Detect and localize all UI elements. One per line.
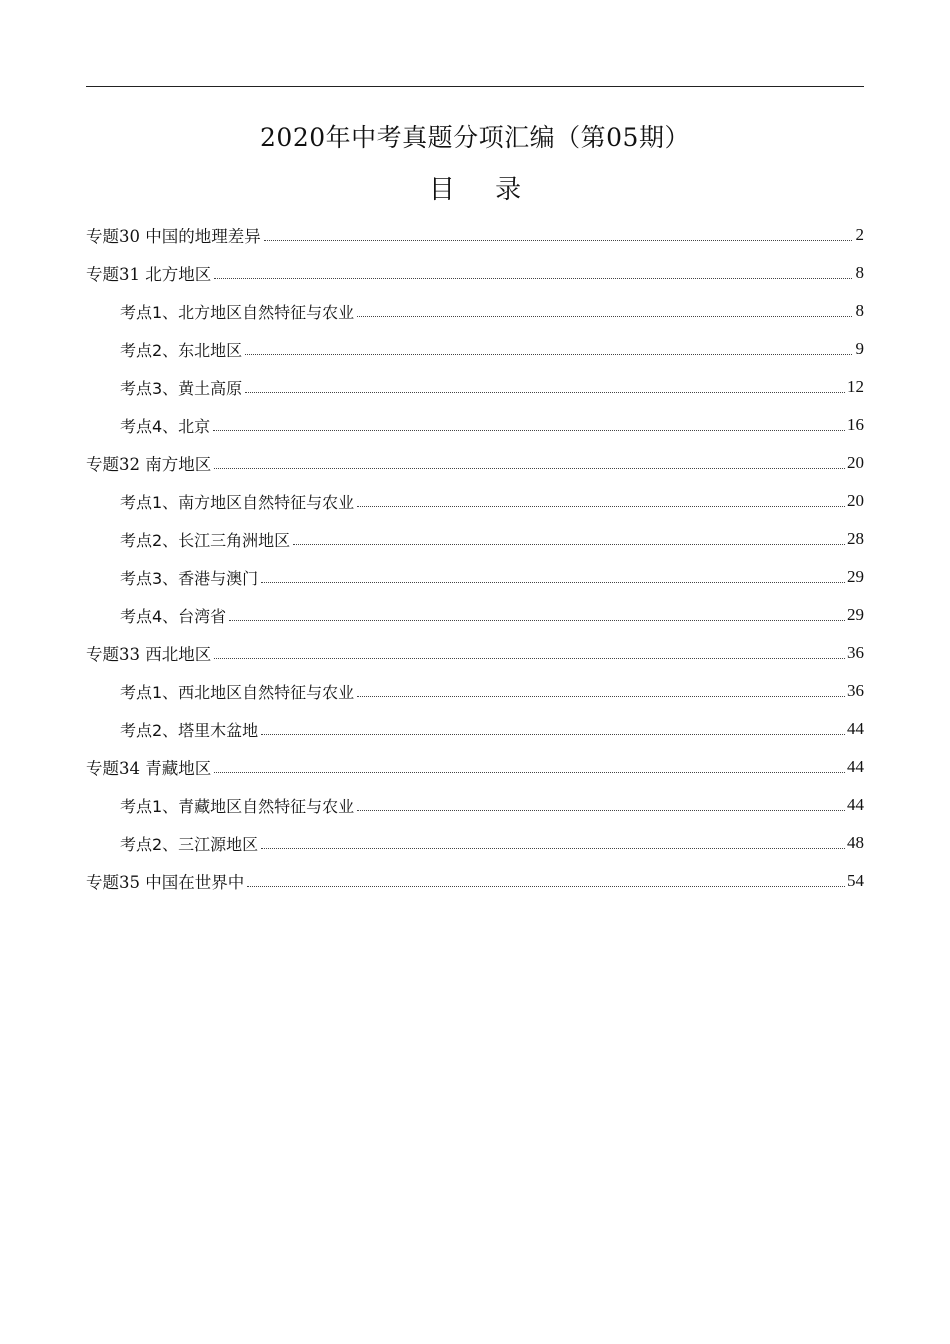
toc-subentry[interactable] (86, 368, 864, 406)
toc-entry-title: 考点2、东北地区 (120, 340, 243, 360)
toc-page-number: 20 (847, 491, 864, 510)
toc-subentry[interactable] (86, 786, 864, 824)
toc-entry-title: 专题31 北方地区 (86, 265, 212, 284)
toc-page-number: 29 (847, 567, 864, 586)
toc-entry-title: 考点1、西北地区自然特征与农业 (120, 682, 355, 702)
toc-page-number: 29 (847, 605, 864, 624)
toc-subentry[interactable] (86, 406, 864, 444)
toc-page-number: 9 (855, 339, 864, 358)
toc-entry-title: 考点4、北京 (120, 416, 211, 436)
toc-entry[interactable] (86, 444, 864, 482)
dot-leader (261, 848, 845, 849)
toc-page-number: 2 (855, 225, 864, 244)
toc-page-number: 20 (847, 453, 864, 472)
document-title: 2020年中考真题分项汇编（第05期） (260, 123, 690, 152)
toc-page-number: 54 (847, 871, 864, 890)
dot-leader (214, 468, 845, 469)
toc-page-number: 36 (847, 643, 864, 662)
toc-page-number: 28 (847, 529, 864, 548)
dot-leader (214, 278, 852, 279)
toc-entry[interactable] (86, 216, 864, 254)
toc-page-number: 8 (855, 263, 864, 282)
dot-leader (357, 696, 845, 697)
dot-leader (357, 810, 845, 811)
dot-leader (245, 392, 845, 393)
toc-subentry[interactable] (86, 672, 864, 710)
toc-subentry[interactable] (86, 482, 864, 520)
toc-entry-title: 考点4、台湾省 (120, 606, 227, 626)
toc-page-number: 44 (847, 719, 864, 738)
toc-page-number: 12 (847, 377, 864, 396)
toc-page-number: 8 (855, 301, 864, 320)
toc-subentry[interactable] (86, 824, 864, 862)
dot-leader (213, 430, 845, 431)
toc-page-number: 36 (847, 681, 864, 700)
toc-entry-title: 考点3、香港与澳门 (120, 568, 259, 588)
toc-page-number: 44 (847, 757, 864, 776)
toc-entry-title: 考点3、黄土高原 (120, 378, 243, 398)
toc-entry[interactable] (86, 862, 864, 900)
dot-leader (357, 316, 852, 317)
toc-subentry[interactable] (86, 520, 864, 558)
toc-subentry[interactable] (86, 292, 864, 330)
toc-entry-title: 专题34 青藏地区 (86, 759, 212, 778)
dot-leader (261, 582, 845, 583)
toc-entry-title: 专题30 中国的地理差异 (86, 227, 261, 246)
toc-entry[interactable] (86, 254, 864, 292)
dot-leader (214, 772, 845, 773)
toc-entry-title: 考点2、三江源地区 (120, 834, 259, 854)
toc-page-number: 48 (847, 833, 864, 852)
toc-subentry[interactable] (86, 330, 864, 368)
toc-entry[interactable] (86, 634, 864, 672)
dot-leader (357, 506, 845, 507)
toc-heading: 目 录 (428, 175, 538, 205)
toc-entry-title: 考点1、南方地区自然特征与农业 (120, 492, 355, 512)
dot-leader (245, 354, 852, 355)
dot-leader (214, 658, 845, 659)
header-rule (86, 86, 864, 87)
toc-page-number: 16 (847, 415, 864, 434)
dot-leader (229, 620, 845, 621)
toc-subentry[interactable] (86, 596, 864, 634)
toc-entry-title: 考点1、北方地区自然特征与农业 (120, 302, 355, 322)
toc-subentry[interactable] (86, 558, 864, 596)
toc-subentry[interactable] (86, 710, 864, 748)
toc-entry-title: 专题33 西北地区 (86, 645, 212, 664)
toc-entry-title: 考点2、长江三角洲地区 (120, 530, 291, 550)
toc-page-number: 44 (847, 795, 864, 814)
toc-entry-title: 考点1、青藏地区自然特征与农业 (120, 796, 355, 816)
toc-entry-title: 考点2、塔里木盆地 (120, 720, 259, 740)
dot-leader (264, 240, 852, 241)
dot-leader (261, 734, 845, 735)
dot-leader (247, 886, 845, 887)
toc-entry-title: 专题35 中国在世界中 (86, 873, 245, 892)
toc-entry-title: 专题32 南方地区 (86, 455, 212, 474)
dot-leader (293, 544, 845, 545)
table-of-contents (86, 216, 864, 900)
toc-entry[interactable] (86, 748, 864, 786)
